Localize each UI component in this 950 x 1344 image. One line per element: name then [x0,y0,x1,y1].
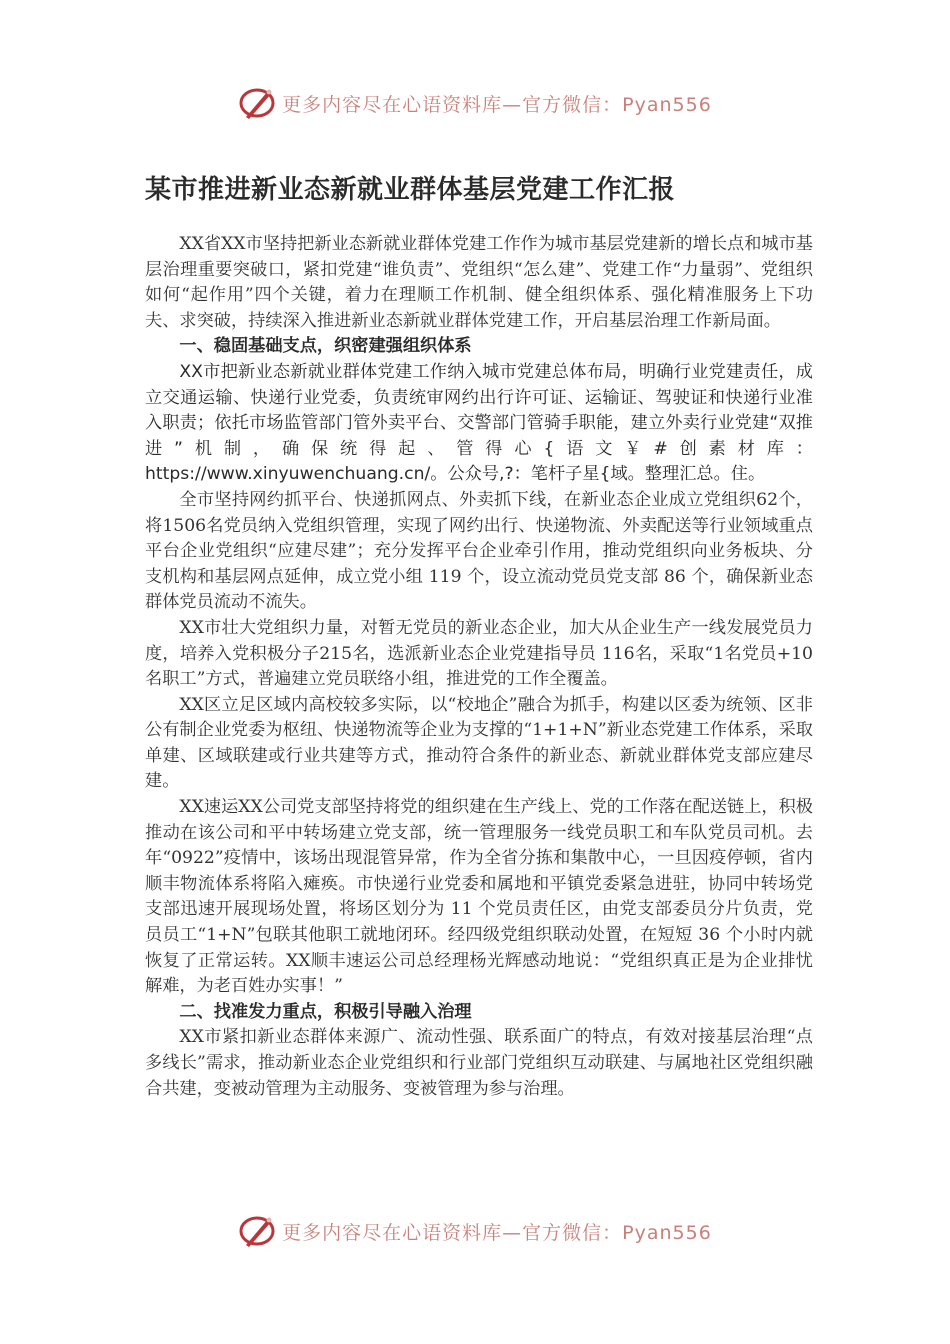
paragraph-express-company: XX速运XX公司党支部坚持将党的组织建在生产线上、党的工作落在配送链上，积极推动在该公司和平中转场建立党支部，统一管理服务一线党员职工和车队党员司机。去年“0922”疫情中，该场出现混管异常，作为全省分拣和集散中心，一旦因疫停顿，省内顺丰物流体系将陷入瘫痪。市快递行业党委和属地和平镇党委紧急进驻，协同中转场党支部迅速开展现场处置，将场区划分为 11 个党员责任区，由党支部委员分片负责，党员员工“1+N”包联其他职工就地闭环。经四级党组织联动处置，在短短 36 个小时内就恢复了正常运转。XX顺丰速运公司总经理杨光辉感动地说：“党组织真正是为企业排忧解难，为老百姓办实事！” [145,797,813,997]
section-heading-2: 二、找准发力重点，积极引导融入治理 [179,1001,472,1022]
paragraph-intro: XX省XX市坚持把新业态新就业群体党建工作作为城市基层党建新的增长点和城市基层治理重要突破口，紧扣党建“谁负责”、党组织“怎么建”、党建工作“力量弱”、党组织如何“起作用”四个关键，着力在理顺工作机制、健全组织体系、强化精准服务上下功夫、求突破，持续深入推进新业态新就业群体党建工作，开启基层治理工作新局面。 [145,234,813,331]
document-title: 某市推进新业态新就业群体基层党建工作汇报 [145,175,676,205]
section-heading-1: 一、稳固基础支点，织密建强组织体系 [179,336,472,357]
footer-banner-text: 更多内容尽在心语资料库—官方微信：Pyan556 [282,1221,712,1244]
header-banner-text: 更多内容尽在心语资料库—官方微信：Pyan556 [282,93,712,116]
pen-logo-icon [238,1211,278,1251]
paragraph-governance: XX市紧扣新业态群体来源广、流动性强、联系面广的特点，有效对接基层治理“点多线长”需求，推动新业态企业党组织和行业部门党组织互动联建、与属地社区党组织融合共建，变被动管理为主动服务、变被管理为参与治理。 [145,1027,813,1099]
pen-logo-icon [238,83,278,123]
paragraph-platforms: 全市坚持网约抓平台、快递抓网点、外卖抓下线，在新业态企业成立党组织62个，将1506名党员纳入党组织管理，实现了网约出行、快递物流、外卖配送等行业领域重点平台企业党组织“应建尽建”；充分发挥平台企业牵引作用，推动党组织向业务板块、分支机构和基层网点延伸，成立党小组 119 个，设立流动党员党支部 86 个，确保新业态群体党员流动不流失。 [145,489,813,613]
header-banner [0,80,950,126]
document-body [145,232,813,1102]
footer-banner [0,1208,950,1254]
paragraph-organization: XX市把新业态新就业群体党建工作纳入城市党建总体布局，明确行业党建责任，成立交通运输、快递行业党委，负责统审网约出行许可证、运输证、驾驶证和快递行业准入职责；依托市场监管部门管外卖平台、交警部门管骑手职能，建立外卖行业党建“双推进”机制，确保统得起、管得心{语文￥#创素材库：https://www.xinyuwenchuang.cn/。公众号,?：笔杆子星{域。整理汇总。住。 [145,361,813,485]
paragraph-district: XX区立足区域内高校较多实际，以“校地企”融合为抓手，构建以区委为统领、区非公有制企业党委为枢纽、快递物流等企业为支撑的“1+1+N”新业态党建工作体系，采取单建、区域联建或行业共建等方式，推动符合条件的新业态、新就业群体党支部应建尽建。 [145,694,813,792]
paragraph-strength: XX市壮大党组织力量，对暂无党员的新业态企业，加大从企业生产一线发展党员力度，培养入党积极分子215名，选派新业态企业党建指导员 116名，采取“1名党员+10名职工”方式，普遍建立党员联络小组，推进党的工作全覆盖。 [145,617,813,690]
